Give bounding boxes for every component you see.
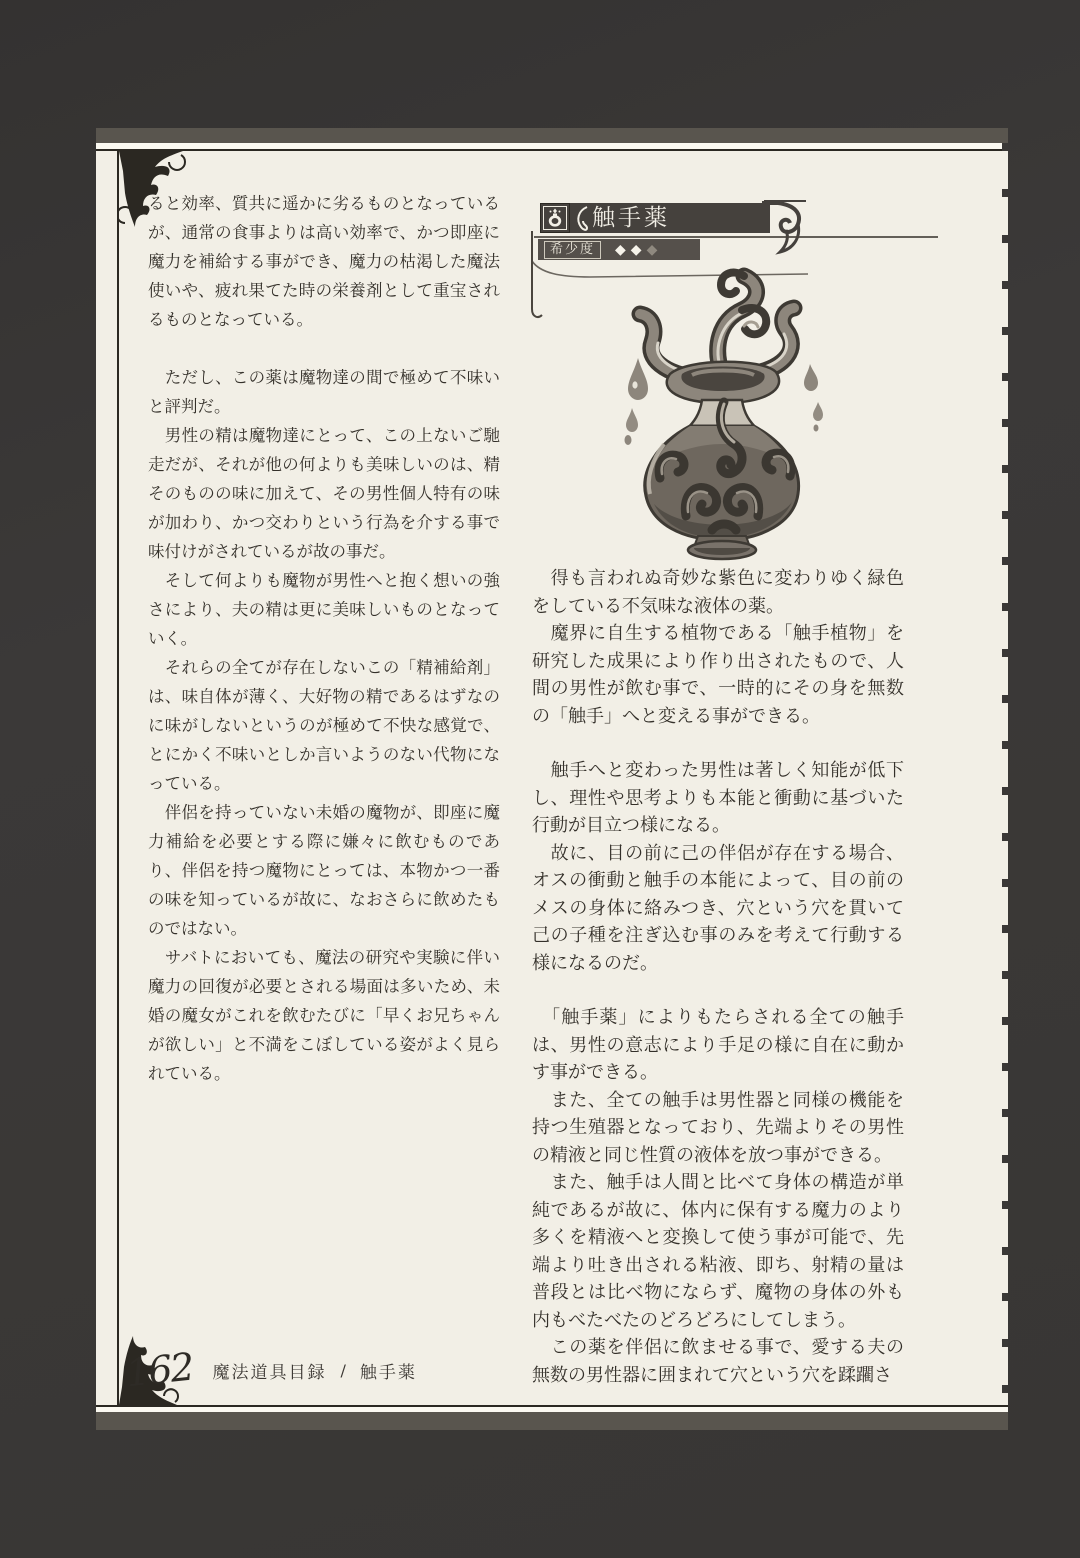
title-left-curl-icon [574, 205, 590, 233]
page-footer [123, 1344, 417, 1396]
body-paragraph: 故に、目の前に己の伴侶が存在する場合、オスの衝動と触手の本能によって、目の前のメスの身体に絡みつき、穴という穴を貫いて己の子種を注ぎ込む事のみを考えて行動する様になるのだ。 [532, 842, 904, 974]
right-text-column [532, 565, 904, 1389]
body-paragraph: ると効率、質共に遥かに劣るものとなっているが、通常の食事よりは高い効率で、かつ即座に魔力を補給する事ができ、魔力の枯渇した魔法使いや、疲れ果てた時の栄養剤として重宝されるものとなっている。 [148, 194, 500, 329]
footer-item-name: 触手薬 [359, 1362, 417, 1383]
body-paragraph: ただし、この薬は魔物達の間で極めて不味いと評判だ。 [148, 368, 500, 416]
page-number: 162 [123, 1344, 195, 1396]
rarity-diamonds [615, 243, 657, 257]
rarity-diamond-dim: ◆ [646, 241, 658, 258]
body-paragraph: 魔界に自生する植物である「触手植物」を研究した成果により作り出されたもので、人間の男性が飲む事で、一時的にその身を無数の「触手」へと変える事ができる。 [532, 623, 904, 727]
item-icon-box [540, 203, 570, 233]
perforated-page-edge [1002, 143, 1008, 1412]
potion-ewer-illustration [594, 262, 908, 564]
page-top-edge-band [96, 128, 1008, 143]
potion-bottle-icon [546, 208, 564, 228]
item-title: 触手薬 [592, 205, 670, 231]
body-paragraph: 伴侶を持っていない未婚の魔物が、即座に魔力補給を必要とする際に嫌々に飲むものであり、伴侶を持つ魔物にとっては、本物かつ一番の味を知っているが故に、なおさらに飲めたものではない。 [148, 803, 500, 938]
body-paragraph: また、触手は人間と比べて身体の構造が単純であるが故に、体内に保有する魔力のより多くを精液へと変換して使う事が可能で、先端より吐き出される粘液、即ち、射精の量は普段とは比べ物にならず、魔物の身体の外も内もべたべたのどろどろにしてしまう。 [532, 1172, 904, 1331]
body-paragraph: この薬を伴侶に飲ませる事で、愛する夫の無数の男性器に囲まれて穴という穴を蹂躙さ [532, 1337, 904, 1386]
book-page [96, 128, 1008, 1430]
body-paragraph: 触手へと変わった男性は著しく知能が低下し、理性や思考よりも本能と衝動に基づいた行動が目立つ様になる。 [532, 760, 904, 836]
catalog-title: 魔法道具目録 [212, 1362, 327, 1383]
icon-frame [543, 206, 567, 230]
frame-top-rule [96, 149, 1008, 151]
item-title-bar [540, 203, 770, 233]
rarity-diamond-filled: ◆ [615, 241, 626, 258]
body-paragraph: それらの全てが存在しないこの「精補給剤」は、味自体が薄く、大好物の精であるはずなのに味がしないというのが極めて不快な感覚で、とにかく不味いとしか言いようのない代物になっている。 [148, 658, 500, 793]
left-text-column [148, 189, 500, 1088]
rarity-diamond-filled: ◆ [630, 241, 642, 258]
body-paragraph: 得も言われぬ奇妙な紫色に変わりゆく緑色をしている不気味な液体の薬。 [532, 568, 904, 617]
body-paragraph: また、全ての触手は男性器と同様の機能を持つ生殖器となっており、先端よりその男性の精液と同じ性質の液体を放つ事ができる。 [532, 1089, 904, 1166]
body-paragraph: サバトにおいても、魔法の研究や実験に伴い魔力の回復が必要とされる場面は多いため、未婚の魔女がこれを飲むたびに「早くお兄ちゃんが欲しい」と不満をこぼしている姿がよく見られている。 [148, 948, 500, 1083]
footer-separator: / [340, 1360, 346, 1380]
body-paragraph: 「触手薬」によりもたらされる全ての触手は、男性の意志により手足の様に自在に動かす事ができる。 [532, 1007, 904, 1083]
page-bottom-edge-band [96, 1412, 1008, 1430]
body-paragraph: 男性の精は魔物達にとって、この上ないご馳走だが、それが他の何よりも美味しいのは、精そのものの味に加えて、その男性個人特有の味が加わり、かつ交わりという行為を介する事で味付けがされているが故の事だ。 [148, 426, 500, 561]
body-paragraph: そして何よりも魔物が男性へと抱く想いの強さにより、夫の精は更に美味しいものとなっていく。 [148, 571, 500, 648]
frame-left-rule [117, 149, 119, 1407]
rarity-bar [538, 239, 700, 260]
rarity-label: 希少度 [544, 241, 601, 259]
